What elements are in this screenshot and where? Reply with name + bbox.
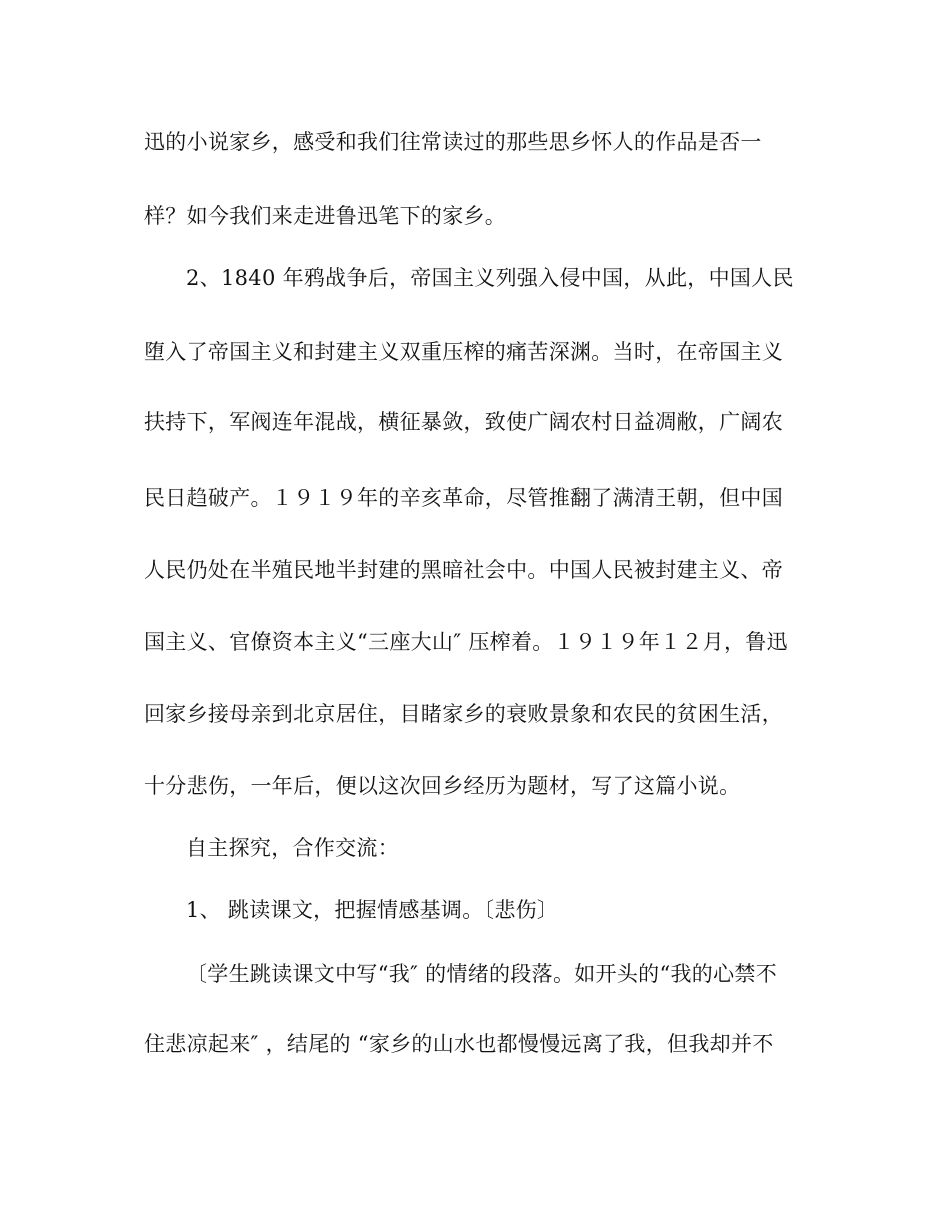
text-line: 民日趋破产。１９１９年的辛亥革命，尽管推翻了满清王朝，但中国 xyxy=(144,486,783,510)
text-line: 回家乡接母亲到北京居住，目睹家乡的衰败景象和农民的贫困生活， xyxy=(144,702,783,726)
text-line: 扶持下，军阀连年混战，横征暴敛，致使广阔农村日益凋敝，广阔农 xyxy=(144,410,783,434)
text-line: 住悲凉起来″ ，结尾的 “家乡的山水也都慢慢远离了我，但我却并不 xyxy=(144,1032,774,1056)
text-line: 十分悲伤，一年后，便以这次回乡经历为题材，写了这篇小说。 xyxy=(144,774,741,798)
paragraph-start: 2、1840 年鸦战争后，帝国主义列强入侵中国，从此，中国人民 xyxy=(186,266,794,290)
list-item: 1、 跳读课文，把握情感基调。〔悲伤〕 xyxy=(186,898,559,922)
text-line: 国主义、官僚资本主义“三座大山″ 压榨着。１９１９年１２月，鲁迅 xyxy=(144,630,788,654)
section-heading: 自主探究，合作交流： xyxy=(186,836,399,860)
text-line: 人民仍处在半殖民地半封建的黑暗社会中。中国人民被封建主义、帝 xyxy=(144,558,783,582)
text-line: 堕入了帝国主义和封建主义双重压榨的痛苦深渊。当时，在帝国主义 xyxy=(144,340,783,364)
text-line: 样？如今我们来走进鲁迅笔下的家乡。 xyxy=(144,204,507,228)
text-line: 迅的小说家乡，感受和我们往常读过的那些思乡怀人的作品是否一 xyxy=(144,130,762,154)
paragraph-start: 〔学生跳读课文中写“我″ 的情绪的段落。如开头的“我的心禁不 xyxy=(186,962,777,986)
